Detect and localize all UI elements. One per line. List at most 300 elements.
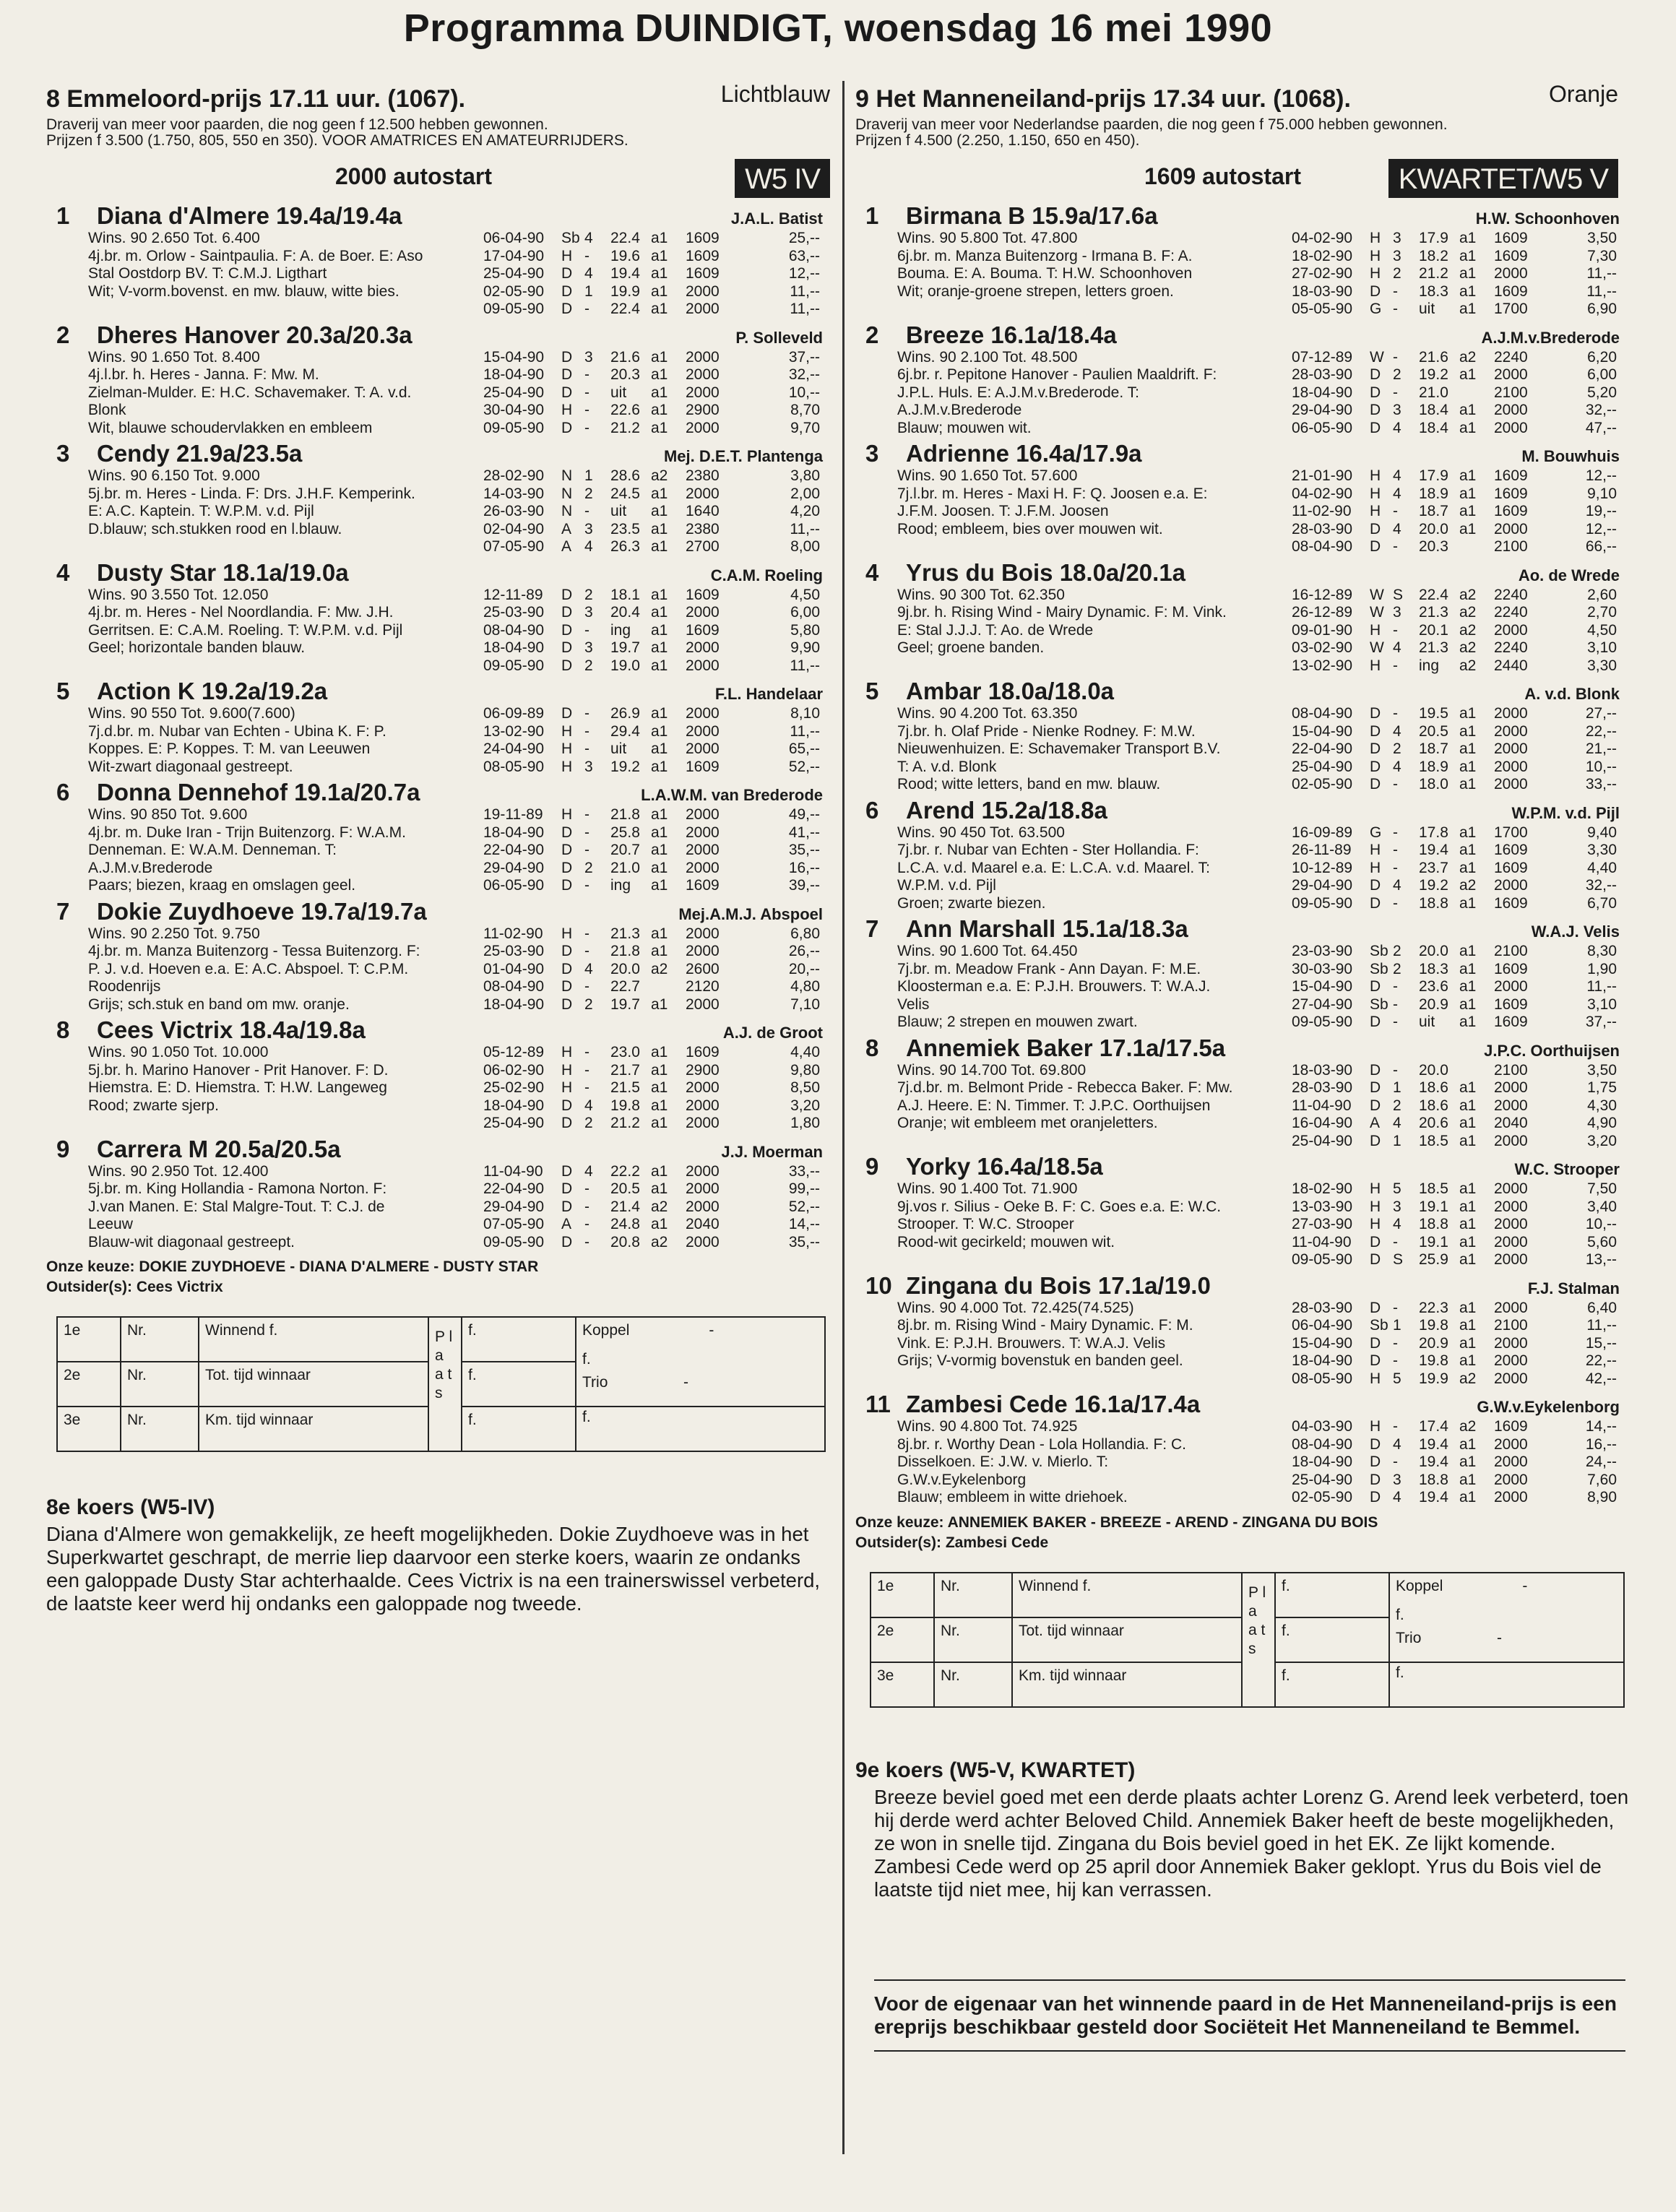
horse-number: 2 bbox=[865, 321, 879, 348]
result-cell: 03-02-90 bbox=[1292, 639, 1353, 656]
result-cell: 15-04-90 bbox=[1292, 978, 1353, 995]
result-cell: a1 bbox=[1459, 1471, 1477, 1488]
detail-row bbox=[855, 1317, 1633, 1335]
result-cell: 2000 bbox=[1494, 520, 1528, 537]
result-cell: - bbox=[1393, 978, 1398, 995]
race-result bbox=[855, 1335, 1633, 1352]
horse-details bbox=[46, 1044, 845, 1133]
result-cell: 11,-- bbox=[790, 301, 820, 317]
result-cell: 18.3 bbox=[1419, 282, 1448, 300]
result-cell: D bbox=[561, 943, 573, 959]
result-cell: D bbox=[561, 960, 573, 977]
result-cell: 19.9 bbox=[610, 282, 640, 300]
driver-name: A.J. de Groot bbox=[722, 1024, 823, 1042]
result-cell: a1 bbox=[1459, 1132, 1477, 1149]
horse-info-line: 7j.d.br. m. Belmont Pride - Rebecca Baker. F: Mw. bbox=[897, 1079, 1233, 1096]
result-cell: 18-02-90 bbox=[1292, 247, 1353, 264]
detail-row bbox=[46, 1163, 845, 1181]
result-cell: D bbox=[1370, 384, 1381, 401]
detail-row bbox=[46, 723, 845, 741]
result-cell: D bbox=[561, 1180, 573, 1197]
detail-row bbox=[46, 1044, 845, 1062]
result-cell: a1 bbox=[651, 995, 668, 1013]
result-cell: 11,-- bbox=[790, 282, 820, 300]
race-color: Lichtblauw bbox=[720, 81, 830, 107]
result-cell: 2000 bbox=[686, 1180, 720, 1197]
driver-name: W.A.J. Velis bbox=[1531, 923, 1620, 941]
result-cell: a1 bbox=[1459, 1489, 1477, 1505]
result-cell: D bbox=[1370, 419, 1381, 436]
detail-row bbox=[855, 230, 1633, 248]
result-cell: 26.9 bbox=[610, 705, 640, 722]
result-cell: 65,-- bbox=[788, 740, 820, 757]
horse-info-line: Koppes. E: P. Koppes. T: M. van Leeuwen bbox=[88, 740, 371, 757]
result-cell: 6,20 bbox=[1587, 348, 1617, 366]
result-cell: a1 bbox=[651, 859, 668, 876]
horse-number: 3 bbox=[865, 440, 879, 467]
result-cell: D bbox=[1370, 1299, 1381, 1316]
result-cell: 1,80 bbox=[790, 1115, 820, 1131]
result-cell: 22.7 bbox=[610, 978, 640, 995]
horse-name: Arend 15.2a/18.8a bbox=[906, 796, 1107, 824]
race-result bbox=[855, 1352, 1633, 1370]
result-cell: 18.1 bbox=[610, 586, 640, 603]
result-cell: a1 bbox=[1459, 467, 1477, 484]
outsiders: Outsider(s): Zambesi Cede bbox=[855, 1534, 1049, 1551]
result-cell: 20.9 bbox=[1419, 1334, 1448, 1352]
result-cell: - bbox=[584, 402, 589, 418]
race-result bbox=[855, 1472, 1633, 1489]
result-cell: 09-01-90 bbox=[1292, 621, 1353, 639]
result-cell: 6,00 bbox=[1587, 366, 1617, 383]
result-cell: 04-03-90 bbox=[1292, 1418, 1353, 1435]
horse-info-line: Kloosterman e.a. E: P.J.H. Brouwers. T: W.A.J. bbox=[897, 978, 1211, 995]
result-cell: 28-03-90 bbox=[1292, 1079, 1353, 1096]
detail-row bbox=[46, 1216, 845, 1234]
result-cell: 1 bbox=[1393, 1317, 1401, 1334]
result-cell: 21-01-90 bbox=[1292, 467, 1353, 484]
race-result bbox=[855, 521, 1633, 538]
result-cell: 22.4 bbox=[610, 230, 640, 246]
result-cell: 1,90 bbox=[1587, 960, 1617, 977]
result-cell: 08-04-90 bbox=[1292, 538, 1353, 555]
result-cell: 99,-- bbox=[788, 1180, 820, 1197]
trio-f: f. bbox=[1396, 1664, 1404, 1681]
horse-details bbox=[855, 1300, 1633, 1388]
result-cell: D bbox=[1370, 894, 1381, 912]
result-cell: 12,-- bbox=[788, 265, 820, 282]
result-cell: D bbox=[561, 1162, 573, 1180]
result-cell: 20.4 bbox=[610, 604, 640, 621]
race-result bbox=[46, 1234, 845, 1251]
horse-info-line: 4j.l.br. h. Heres - Janna. F: Mw. M. bbox=[88, 366, 319, 383]
result-cell: 22.6 bbox=[610, 402, 640, 418]
result-cell: 4,50 bbox=[790, 586, 820, 603]
race-result bbox=[855, 503, 1633, 520]
horse-entry bbox=[855, 319, 1633, 438]
result-cell: a1 bbox=[1459, 520, 1477, 537]
result-cell: 27-03-90 bbox=[1292, 1216, 1353, 1232]
result-cell: 5,80 bbox=[790, 621, 820, 639]
nr-cell: Nr. bbox=[121, 1407, 199, 1451]
result-cell: A bbox=[561, 538, 572, 555]
bet-badge: KWARTET/W5 V bbox=[1388, 159, 1618, 198]
horse-name: Yorky 16.4a/18.5a bbox=[906, 1153, 1103, 1180]
detail-row bbox=[855, 1079, 1633, 1097]
result-cell: - bbox=[584, 877, 589, 894]
result-cell: 2240 bbox=[1494, 639, 1528, 656]
driver-name: A. v.d. Blonk bbox=[1524, 685, 1620, 703]
horse-info-line: J.F.M. Joosen. T: J.F.M. Joosen bbox=[897, 503, 1109, 519]
result-cell: D bbox=[561, 1233, 573, 1250]
result-cell: 18.8 bbox=[1419, 894, 1448, 912]
detail-row bbox=[855, 1180, 1633, 1198]
race-result bbox=[855, 1097, 1633, 1115]
result-cell: 2240 bbox=[1494, 348, 1528, 366]
detail-row bbox=[855, 705, 1633, 723]
result-cell: 4 bbox=[1393, 1489, 1401, 1505]
horse-header bbox=[855, 912, 1633, 943]
result-cell: a1 bbox=[1459, 419, 1477, 436]
horse-info-line: W.P.M. v.d. Pijl bbox=[897, 877, 996, 894]
horse-header bbox=[46, 675, 845, 705]
result-cell: 4,90 bbox=[1587, 1115, 1617, 1131]
horse-info-line: 9j.vos r. Silius - Oeke B. F: C. Goes e.a. E: W.C. bbox=[897, 1198, 1222, 1215]
horse-header bbox=[46, 319, 845, 349]
driver-name: A.J.M.v.Brederode bbox=[1481, 328, 1620, 347]
result-cell: 18.6 bbox=[1419, 1097, 1448, 1114]
result-cell: 16,-- bbox=[1585, 1435, 1617, 1453]
result-cell: 37,-- bbox=[788, 348, 820, 366]
result-cell: a1 bbox=[1459, 894, 1477, 912]
result-cell: D bbox=[561, 301, 573, 317]
result-cell: 1609 bbox=[1494, 230, 1528, 246]
race-result bbox=[46, 723, 845, 740]
result-cell: a1 bbox=[1459, 824, 1477, 841]
result-cell: 20.6 bbox=[1419, 1115, 1448, 1131]
horse-info-line: L.C.A. v.d. Maarel e.a. E: L.C.A. v.d. Maarel. T: bbox=[897, 859, 1211, 876]
race-result bbox=[855, 1133, 1633, 1150]
race-result bbox=[46, 978, 845, 995]
result-cell: - bbox=[584, 1198, 589, 1215]
result-cell: 14,-- bbox=[1585, 1418, 1617, 1435]
result-cell: - bbox=[1393, 348, 1398, 366]
result-cell: 2 bbox=[584, 859, 593, 876]
result-cell: 1640 bbox=[686, 503, 720, 519]
result-cell: 4 bbox=[1393, 639, 1401, 656]
race-result bbox=[46, 384, 845, 402]
result-cell: 25,-- bbox=[788, 230, 820, 246]
result-cell: a1 bbox=[651, 282, 668, 300]
race-result bbox=[855, 1436, 1633, 1453]
result-cell: 11,-- bbox=[1586, 265, 1617, 282]
race-result bbox=[46, 842, 845, 859]
result-cell: 10-12-89 bbox=[1292, 859, 1353, 876]
trio-label: Trio bbox=[582, 1374, 608, 1391]
race-result bbox=[46, 420, 845, 437]
horse-info-line: Rood-wit gecirkeld; mouwen wit. bbox=[897, 1233, 1115, 1250]
result-cell: 4,20 bbox=[790, 503, 820, 519]
horse-info-line: D.blauw; sch.stukken rood en l.blauw. bbox=[88, 520, 342, 537]
result-cell: a1 bbox=[651, 1079, 668, 1096]
result-cell: 4,50 bbox=[1587, 621, 1617, 639]
horse-info-line: Velis bbox=[897, 995, 930, 1013]
result-cell: 7,60 bbox=[1587, 1471, 1617, 1488]
result-cell: 11,-- bbox=[790, 657, 820, 674]
result-cell: 18.2 bbox=[1419, 247, 1448, 264]
race-result bbox=[46, 759, 845, 776]
race-result bbox=[855, 1216, 1633, 1233]
race-result bbox=[855, 1370, 1633, 1388]
result-cell: D bbox=[1370, 366, 1381, 383]
race-result bbox=[855, 283, 1633, 301]
result-cell: 4 bbox=[1393, 1435, 1401, 1453]
horse-info-line: Wins. 90 6.150 Tot. 9.000 bbox=[88, 467, 260, 484]
result-cell: H bbox=[1370, 1418, 1381, 1435]
result-cell: 2000 bbox=[1494, 740, 1528, 757]
race-result bbox=[46, 1180, 845, 1198]
result-cell: 1609 bbox=[686, 758, 720, 775]
result-cell: 01-04-90 bbox=[483, 960, 545, 977]
result-cell: 52,-- bbox=[788, 758, 820, 775]
horse-header bbox=[46, 556, 845, 587]
result-cell: 25-04-90 bbox=[1292, 1132, 1353, 1149]
race-result bbox=[46, 943, 845, 960]
horse-info-line: Blauw; embleem in witte driehoek. bbox=[897, 1489, 1128, 1505]
race-result bbox=[46, 503, 845, 520]
result-cell: 09-05-90 bbox=[1292, 894, 1353, 912]
result-cell: D bbox=[1370, 705, 1381, 722]
result-cell: 2000 bbox=[686, 859, 720, 876]
result-cell: 22.4 bbox=[1419, 586, 1448, 603]
detail-row bbox=[46, 740, 845, 759]
result-cell: 3,20 bbox=[790, 1097, 820, 1114]
detail-row bbox=[855, 283, 1633, 301]
race-result bbox=[46, 1198, 845, 1216]
result-cell: a2 bbox=[1459, 586, 1477, 603]
f-cell: f. bbox=[1275, 1662, 1389, 1707]
horse-details bbox=[855, 349, 1633, 438]
result-cell: 21.3 bbox=[610, 925, 640, 942]
result-cell: 3 bbox=[584, 348, 593, 366]
race-result bbox=[855, 420, 1633, 437]
result-cell: D bbox=[561, 842, 573, 858]
horse-info-line: E: Stal J.J.J. T: Ao. de Wrede bbox=[897, 621, 1094, 639]
result-cell: 2,70 bbox=[1587, 604, 1617, 621]
result-cell: 2000 bbox=[1494, 265, 1528, 282]
result-cell: D bbox=[561, 282, 573, 300]
result-cell: 19.9 bbox=[1419, 1370, 1448, 1387]
result-cell: D bbox=[561, 265, 573, 282]
result-cell: D bbox=[1370, 1132, 1381, 1149]
result-cell: 15-04-90 bbox=[1292, 722, 1353, 740]
horse-info-line: J.van Manen. E: Stal Malgre-Tout. T: C.J. de bbox=[88, 1198, 385, 1215]
result-cell: 18.9 bbox=[1419, 758, 1448, 775]
horse-info-line: Wins. 90 2.100 Tot. 48.500 bbox=[897, 348, 1078, 366]
race-header bbox=[855, 79, 1633, 117]
horse-number: 9 bbox=[56, 1135, 70, 1162]
result-cell: 2000 bbox=[1494, 366, 1528, 383]
result-cell: a1 bbox=[651, 657, 668, 674]
result-cell: D bbox=[561, 705, 573, 722]
horse-info-line: 5j.br. m. Heres - Linda. F: Drs. J.H.F. Kemperink. bbox=[88, 485, 415, 502]
result-cell: a1 bbox=[1459, 366, 1477, 383]
horse-name: Donna Dennehof 19.1a/20.7a bbox=[97, 779, 420, 805]
result-cell: D bbox=[1370, 1061, 1381, 1079]
horse-info-line: Wit-zwart diagonaal gestreept. bbox=[88, 758, 293, 775]
result-cell: 20.3 bbox=[610, 366, 640, 383]
result-cell: a1 bbox=[651, 402, 668, 418]
race-result bbox=[855, 776, 1633, 793]
result-cell: 18-04-90 bbox=[483, 1097, 545, 1114]
result-cell: - bbox=[584, 722, 589, 740]
result-cell: D bbox=[1370, 722, 1381, 740]
detail-row bbox=[855, 349, 1633, 367]
result-cell: - bbox=[584, 621, 589, 639]
horse-info-line: Rood; witte letters, band en mw. blauw. bbox=[897, 776, 1161, 792]
driver-name: L.A.W.M. van Brederode bbox=[641, 786, 823, 804]
result-cell: 4 bbox=[1393, 467, 1401, 484]
race-result bbox=[855, 604, 1633, 621]
race-color: Oranje bbox=[1548, 81, 1618, 107]
detail-row bbox=[46, 639, 845, 657]
result-cell: D bbox=[1370, 1352, 1381, 1369]
result-cell: 16-04-90 bbox=[1292, 1115, 1353, 1131]
result-cell: 1609 bbox=[1494, 894, 1528, 912]
commentary-text: Breeze beviel goed met een derde plaats achter Lorenz G. Arend leek verbeterd, toen hij derde werd achter Beloved Child. Annemiek Baker heeft de beste mogelijkheden, ze won in snelle tijd. Zingana du Bois beviel goed in het EK. Ze lijkt komende. Zambesi Cede werd op 25 april door Annemiek Baker geklopt. Yrus du Bois viel de laatste tijd niet mee, hij kan verrassen. bbox=[874, 1785, 1629, 1901]
result-cell: 23.7 bbox=[1419, 859, 1448, 876]
result-cell: 2000 bbox=[1494, 1489, 1528, 1505]
result-cell: a1 bbox=[651, 348, 668, 366]
result-cell: - bbox=[1393, 657, 1398, 674]
horse-info-line: Roodenrijs bbox=[88, 978, 161, 995]
horse-info-line: 4j.br. m. Duke Iran - Trijn Buitenzorg. F: W.A.M. bbox=[88, 824, 406, 841]
horse-name: Breeze 16.1a/18.4a bbox=[906, 321, 1117, 348]
horse-details bbox=[46, 925, 845, 1014]
result-cell: 18-02-90 bbox=[1292, 1180, 1353, 1197]
driver-name: F.L. Handelaar bbox=[714, 685, 823, 703]
detail-row bbox=[855, 1014, 1633, 1032]
result-cell: 25-04-90 bbox=[483, 384, 545, 401]
result-cell: 21.4 bbox=[610, 1198, 640, 1215]
result-cell: 20.5 bbox=[610, 1180, 640, 1197]
result-cell: 18.8 bbox=[1419, 1216, 1448, 1232]
race-result bbox=[46, 587, 845, 604]
result-cell: 06-05-90 bbox=[483, 877, 545, 894]
result-cell: 25.9 bbox=[1419, 1251, 1448, 1268]
result-cell: 20.7 bbox=[610, 842, 640, 858]
result-cell: a1 bbox=[651, 1216, 668, 1232]
result-cell: 4 bbox=[1393, 877, 1401, 894]
result-cell: - bbox=[584, 384, 589, 401]
result-cell: D bbox=[561, 1198, 573, 1215]
horse-header bbox=[46, 776, 845, 806]
result-cell: a1 bbox=[651, 1097, 668, 1114]
result-cell: 24.5 bbox=[610, 485, 640, 502]
result-cell: 6,80 bbox=[790, 925, 820, 942]
result-cell: 2000 bbox=[686, 657, 720, 674]
result-cell: 7,30 bbox=[1587, 247, 1617, 264]
detail-row bbox=[46, 877, 845, 895]
horse-info-line: 8j.br. m. Rising Wind - Mairy Dynamic. F: M. bbox=[897, 1317, 1193, 1334]
result-cell: 2000 bbox=[686, 824, 720, 841]
result-cell: W bbox=[1370, 639, 1384, 656]
result-cell: 21.0 bbox=[1419, 384, 1448, 401]
detail-row bbox=[46, 604, 845, 622]
result-cell: - bbox=[584, 1061, 589, 1079]
horse-header bbox=[855, 199, 1633, 230]
result-cell: 06-02-90 bbox=[483, 1061, 545, 1079]
result-cell: 2600 bbox=[686, 960, 720, 977]
result-cell: 2380 bbox=[686, 467, 720, 484]
detail-row bbox=[46, 978, 845, 996]
result-cell: D bbox=[561, 419, 573, 436]
horse-info-line: Wins. 90 1.600 Tot. 64.450 bbox=[897, 943, 1078, 959]
result-cell: 28.6 bbox=[610, 467, 640, 484]
result-cell: uit bbox=[1419, 1014, 1435, 1030]
dash: - bbox=[683, 1374, 688, 1391]
horse-details bbox=[46, 467, 845, 556]
result-cell: 18-03-90 bbox=[1292, 282, 1353, 300]
horse-name: Dheres Hanover 20.3a/20.3a bbox=[97, 321, 412, 348]
commentary-title: 9e koers (W5-V, KWARTET) bbox=[855, 1758, 1136, 1782]
nr-cell: Nr. bbox=[121, 1362, 199, 1407]
result-cell: 19.2 bbox=[1419, 877, 1448, 894]
result-cell: a2 bbox=[1459, 1418, 1477, 1435]
horse-number: 5 bbox=[56, 678, 70, 704]
horse-number: 6 bbox=[865, 796, 879, 824]
horse-number: 7 bbox=[865, 915, 879, 942]
result-cell: 16,-- bbox=[788, 859, 820, 876]
result-cell: a1 bbox=[1459, 1435, 1477, 1453]
result-cell: 2100 bbox=[1494, 538, 1528, 555]
result-cell: 08-04-90 bbox=[1292, 705, 1353, 722]
result-cell: 20.0 bbox=[610, 960, 640, 977]
result-cell: 29-04-90 bbox=[483, 859, 545, 876]
result-cell: a1 bbox=[1459, 1097, 1477, 1114]
horse-info-line: Wins. 90 1.650 Tot. 8.400 bbox=[88, 348, 260, 366]
result-cell: D bbox=[1370, 282, 1381, 300]
result-cell: a2 bbox=[1459, 604, 1477, 621]
result-cell: 2900 bbox=[686, 1061, 720, 1079]
race-result bbox=[46, 366, 845, 384]
result-cell: a1 bbox=[651, 740, 668, 757]
result-cell: 26-12-89 bbox=[1292, 604, 1353, 621]
result-cell: N bbox=[561, 467, 573, 484]
result-cell: 05-05-90 bbox=[1292, 301, 1353, 317]
result-cell: W bbox=[1370, 348, 1384, 366]
our-choice: Onze keuze: ANNEMIEK BAKER - BREEZE - AREND - ZINGANA DU BOIS bbox=[855, 1513, 1378, 1531]
horse-info-line: Wins. 90 2.250 Tot. 9.750 bbox=[88, 925, 260, 942]
race-result bbox=[46, 860, 845, 877]
race-result bbox=[855, 1234, 1633, 1251]
result-cell: 19-11-89 bbox=[483, 806, 543, 823]
result-cell: 16-09-89 bbox=[1292, 824, 1353, 841]
result-cell: 4 bbox=[1393, 1216, 1401, 1232]
result-cell: a2 bbox=[651, 960, 668, 977]
trio-cell bbox=[1389, 1629, 1624, 1707]
detail-row bbox=[46, 705, 845, 723]
result-cell: 2000 bbox=[686, 722, 720, 740]
result-cell: D bbox=[561, 366, 573, 383]
result-cell: H bbox=[561, 722, 573, 740]
result-cell: G bbox=[1370, 301, 1382, 317]
result-cell: H bbox=[1370, 247, 1381, 264]
result-cell: 25-02-90 bbox=[483, 1079, 545, 1096]
result-cell: 29-04-90 bbox=[1292, 402, 1353, 418]
result-cell: 2 bbox=[584, 1115, 593, 1131]
race-result bbox=[855, 740, 1633, 758]
